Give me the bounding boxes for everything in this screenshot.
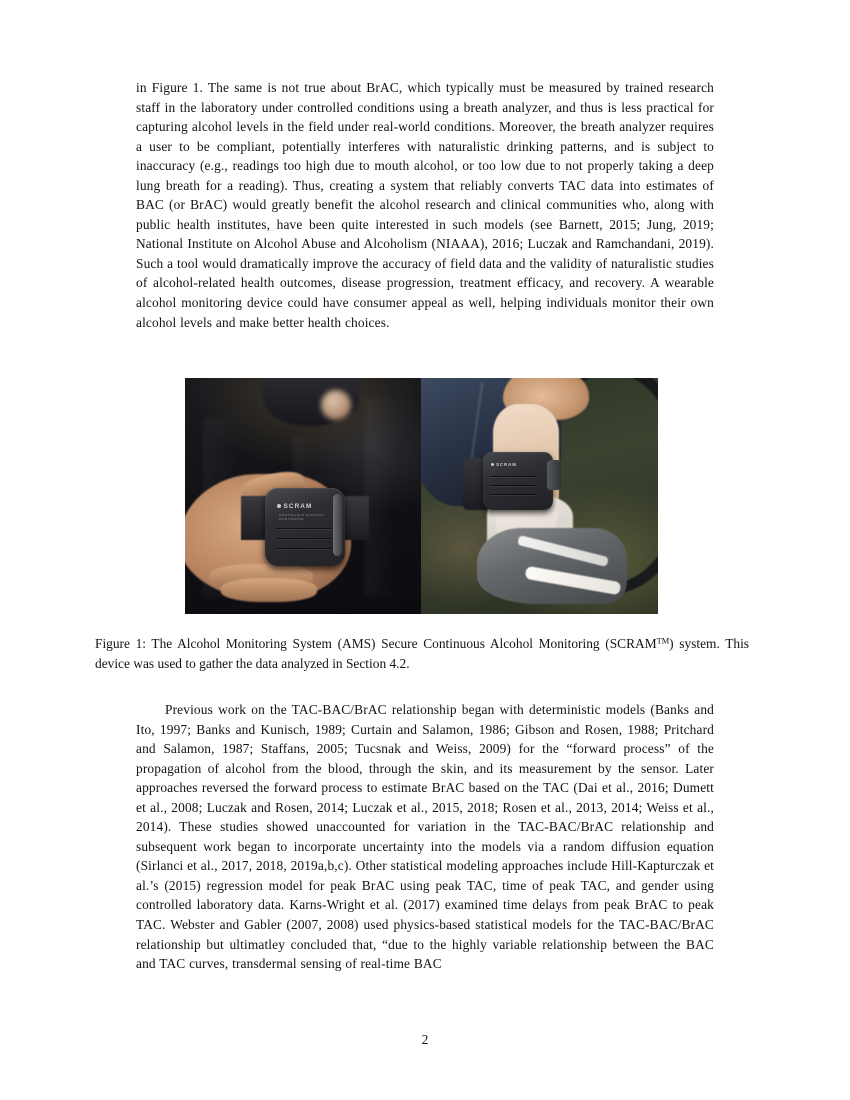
device-rib [490,485,536,486]
figure-1-images [185,378,658,614]
figure-photo-left [185,378,421,614]
shirt-fold [365,398,399,598]
device-rib [490,494,536,495]
caption-text-part-1: Figure 1: The Alcohol Monitoring System (AMS) Secure Continuous Alcohol Monitoring (SCRAM [95,636,657,651]
device-rib [490,476,536,477]
device-rib [275,548,331,549]
body-paragraph-1: in Figure 1. The same is not true about BrAC, which typically must be measured by trained research staff in the laboratory under controlled conditions using a breath analyzer, and thus is less practical for capturing alcohol levels in the field under real-world conditions. Moreover, the breath analyzer requires a user to be compliant, potentially interferes with naturalistic drinking patterns, and is subject to inaccuracy (e.g., readings too high due to mouth alcohol, or too low due to not properly taking a deep lung breath for a reading). Thus, creating a system that reliably converts TAC data into estimates of BAC (or BrAC) would greatly benefit the alcohol research and clinical communities who, along with public health institutes, have been quite interested in such models (see Barnett, 2015; Jung, 2019; National Institute on Alcohol Abuse and Alcoholism (NIAAA), 2016; Luczak and Ramchandani, 2019). Such a tool would dramatically improve the accuracy of field data and the validity of naturalistic studies of alcohol-related health outcomes, disease progression, treatment efficacy, and recovery. A wearable alcohol monitoring device could have consumer appeal as well, helping individuals monitor their own alcohol levels and make better health choices. [136,80,714,330]
figure-photo-right [421,378,658,614]
caption-text-part-2: ) system. This device was used to gather the data analyzed in Section 4.2. [95,636,750,671]
scram-device-worn [483,452,553,510]
scram-logo-dot-small [491,463,494,466]
scram-logo-small [491,462,517,467]
device-sub-line-2: MONITORING [279,517,305,522]
body-paragraph-2: Previous work on the TAC-BAC/BrAC relationship began with deterministic models (Banks and Ito, 1997; Banks and Kunisch, 1989; Curtain and Salamon, 1986; Gibson and Rosen, 1988; Pritchard and Salamon, 1987; Staffans, 2005; Tucsnak and Weiss, 2009) for the “forward process” of the propagation of alcohol from the blood, through the skin, and its measurement by the sensor. Later approaches reversed the forward process to estimate BrAC based on the TAC (Dai et al., 2016; Dumett et al., 2008; Luczak and Rosen, 2014; Luczak et al., 2015, 2018; Rosen et al., 2013, 2014; Weiss et al., 2014). These studies showed unaccounted for variation in the TAC-BAC/BrAC relationship and subsequent work began to incorporate uncertainty into the models via a random diffusion equation (Sirlanci et al., 2017, 2018, 2019a,b,c). Other statistical modeling approaches include Hill-Kapturczak et al.’s (2015) regression model for peak BrAC using peak TAC, time of peak TAC, and gender using controlled laboratory data. Karns-Wright et al. (2017) examined time delays from peak BrAC to peak TAC. Webster and Gabler (2007, 2008) used physics-based statistical models for the TAC-BAC/BrAC relationship but ultimatley concluded that, “due to the highly variable relationship between the BAC and TAC curves, transdermal sensing of real-time BAC [136,702,714,972]
body-paragraph-2-container [136,700,714,974]
page-number: 2 [421,1032,429,1047]
figure-1-caption [95,634,749,673]
device-rib [275,528,331,529]
device-rib [275,538,331,539]
device-clasp [547,460,561,490]
caption-trademark: TM [656,636,670,646]
scram-brand-text: SCRAM [283,503,313,510]
finger [221,578,317,602]
scram-logo [277,503,312,510]
device-sub-line-1: CONTINUOUS ALCOHOL [279,513,325,517]
device-sub-text [279,513,335,522]
scram-logo-dot [277,504,281,508]
scram-device-front [265,488,345,566]
scram-brand-text-small: SCRAM [496,462,517,467]
device-side-panel [333,494,342,556]
person-neck [321,390,351,420]
body-paragraph-1-container [136,78,714,332]
